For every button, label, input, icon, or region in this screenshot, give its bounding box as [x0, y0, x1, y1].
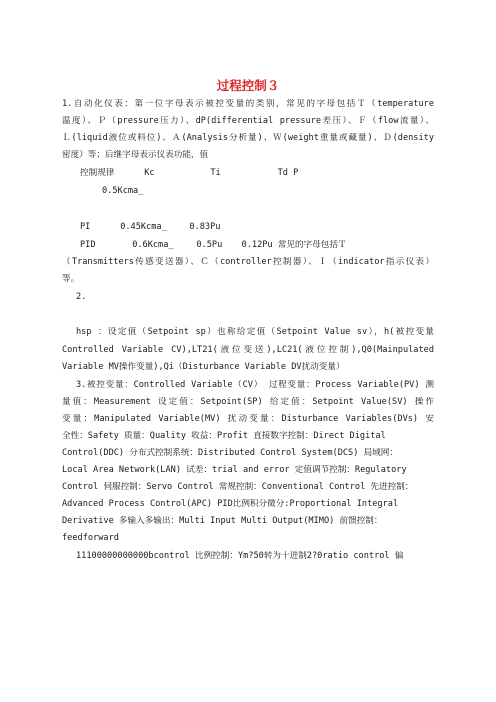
paragraph-4-line-3: 变量：Manipulated Variable(MV) 扰动变量：Disturbance Variables(DVs) 安 [62, 414, 434, 424]
table-row-pi-ti: 0.83Pu [189, 222, 221, 232]
table-row-pi [80, 222, 452, 233]
paragraph-3-line-1: hsp ：设定值（Setpoint sp）也称给定值（Setpoint Value sv），h(被控变量 [76, 327, 434, 337]
table-row-pi-kc: 0.45Kcma_ [120, 222, 167, 232]
table-header-ti: Ti [210, 168, 221, 178]
paragraph-4-line-2: 量值：Measurement 设定值：Setpoint(SP) 给定值：Setpoint Value(SV) 操作 [62, 397, 434, 407]
table-header-law: 控制规律 [80, 168, 115, 178]
table-row-pid-ti: 0.5Pu [196, 240, 223, 250]
paragraph-1-line-1: 1.自动化仪表：第一位字母表示被控变量的类别，常见的字母包括Ｔ（temperature [62, 99, 434, 109]
table-row-pid [80, 240, 452, 251]
paragraph-5-line-1: 11100000000000bcontrol 比例控制：Ym?50转为十进制2?0ratio control 偏 [76, 551, 404, 561]
paragraph-4-line-6: Local Area Network(LAN) 试差：trial and error 定值调节控制：Regulatory [62, 465, 407, 475]
paragraph-4-line-7: Control 伺服控制：Servo Control 常规控制：Conventional Control 先进控制： [62, 482, 414, 492]
table-row-pid-kc: 0.6Kcma_ [132, 240, 174, 250]
paragraph-4-line-10: feedforward [62, 533, 119, 543]
paragraph-4-line-9: Derivative 多输入多输出：Multi Input Multi Output(MIMO) 前馈控制： [62, 516, 383, 526]
section-number-2: 2. [76, 292, 87, 302]
table-row-pid-law: PID [80, 240, 96, 250]
paragraph-4-line-5: Control(DDC) 分布式控制系统：Distributed Control System(DCS) 局域网： [62, 448, 398, 458]
table-row-p: 0.5Kcma_ [102, 186, 144, 196]
paragraph-2-line-1: （Transmitters传感变送器）、Ｃ（controller控制器）、Ｉ（indicator指示仪表） [62, 257, 434, 267]
paragraph-1-line-4: 密度）等；后继字母表示仪表功能，值 [62, 150, 209, 160]
paragraph-2-line-2: 等。 [62, 274, 80, 284]
table-row-pi-law: PI [80, 222, 91, 232]
paragraph-3-line-3: Variable MV操作变量),Qi（Disturbance Variable DV扰动变量） [62, 362, 345, 372]
paragraph-4-line-1: 3.被控变量：Controlled Variable（CV） 过程变量：Process Variable(PV) 测 [76, 380, 434, 390]
paragraph-3-line-2: Controlled Variable CV),LT21(液位变送),LC21(液位控制),Q0(Mainpulated [62, 345, 434, 355]
paragraph-1-line-3: Ｌ(liquid液位或料位)、Ａ(Analysis分析量)、Ｗ(weight重量或藏量)、Ｄ(density [62, 133, 434, 143]
table-header [80, 168, 452, 179]
table-header-kc: Kc [144, 168, 155, 178]
paragraph-4-line-8: Advanced Process Control(APC) PID比例积分微分:Proportional Integral [62, 499, 399, 509]
document-title: 过程控制３ [216, 78, 280, 93]
table-header-td-p: Td P [277, 168, 299, 178]
table-row-pid-td: 0.12Pu 常见的字母包括Ｔ [241, 240, 347, 250]
paragraph-1-line-2: 温度）、Ｐ（pressure压力）、dP(differential pressure差压）、Ｆ（flow流量）、 [62, 116, 434, 126]
paragraph-4-line-4: 全性：Safety 质量：Quality 收益：Profit 直接数字控制：Direct Digital [62, 431, 386, 441]
